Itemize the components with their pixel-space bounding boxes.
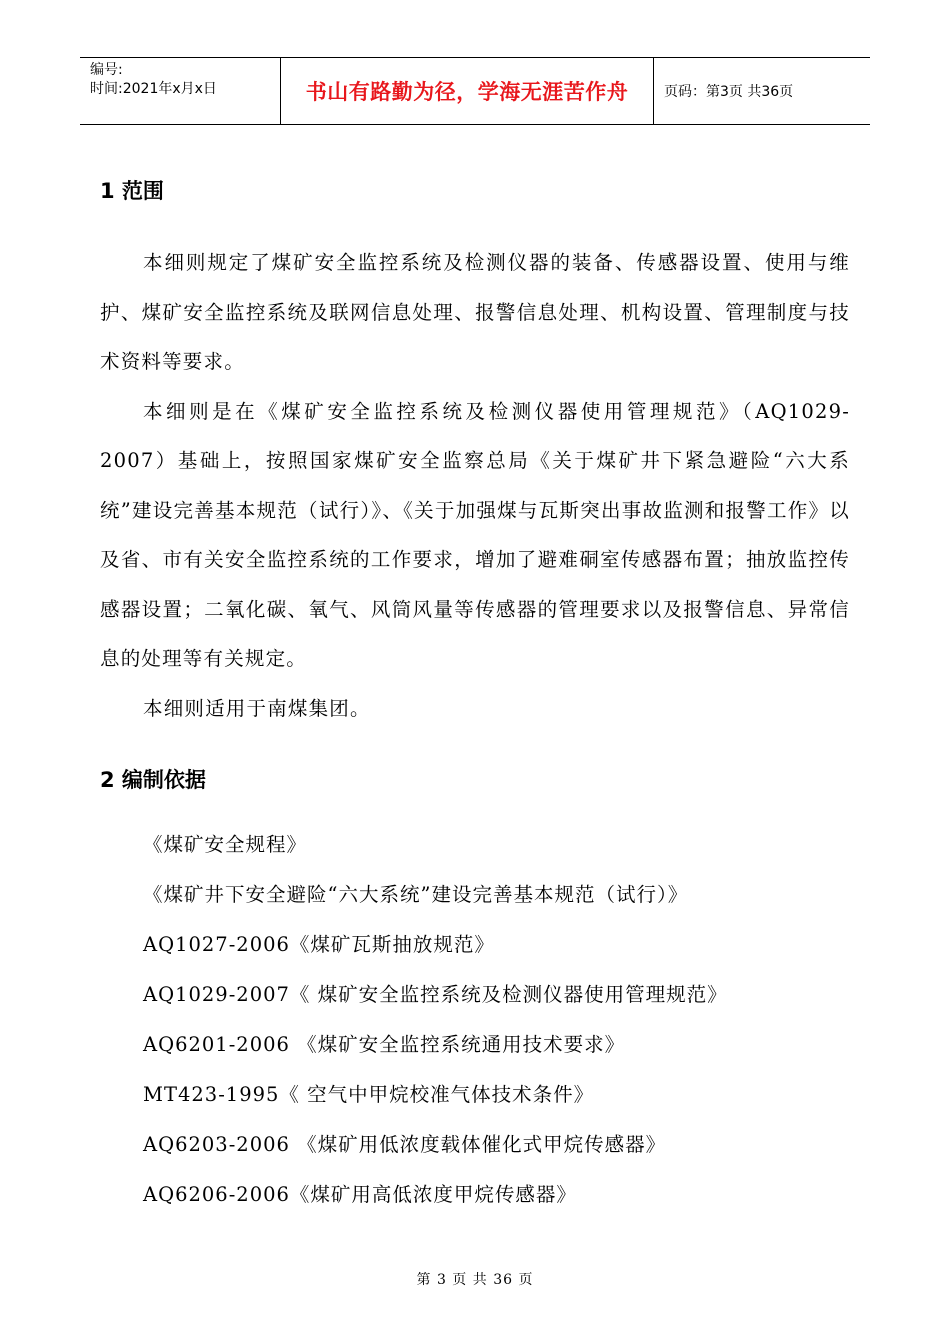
reference-item: AQ1027-2006《煤矿瓦斯抽放规范》 (143, 933, 495, 956)
document-time-label: 时间:2021年x月x日 (90, 81, 217, 97)
paragraph: 本细则适用于南煤集团。 (143, 696, 371, 720)
reference-item: 《煤矿安全规程》 (143, 833, 308, 856)
header-meta (80, 58, 281, 124)
section-title-scope: 1 范围 (100, 179, 164, 203)
header-page-code: 页码：第3页 共36页 (664, 84, 794, 100)
reference-list (100, 820, 850, 1220)
reference-item: 《煤矿井下安全避险“六大系统”建设完善基本规范（试行）》 (143, 883, 689, 906)
page-footer: 第 3 页 共 36 页 (416, 1272, 534, 1288)
reference-item: AQ1029-2007《 煤矿安全监控系统及检测仪器使用管理规范》 (143, 983, 728, 1006)
section-title-basis: 2 编制依据 (100, 768, 206, 792)
paragraph: 本细则规定了煤矿安全监控系统及检测仪器的装备、传感器设置、使用与维护、煤矿安全监控系统及联网信息处理、报警信息处理、机构设置、管理制度与技术资料等要求。 (100, 251, 850, 373)
reference-item: AQ6203-2006 《煤矿用低浓度载体催化式甲烷传感器》 (143, 1133, 667, 1156)
document-body (100, 176, 850, 1220)
header-motto (281, 58, 654, 124)
document-number-label: 编号: (90, 62, 123, 78)
page-header (80, 57, 870, 125)
reference-item: AQ6206-2006《煤矿用高低浓度甲烷传感器》 (143, 1183, 577, 1206)
reference-item: AQ6201-2006 《煤矿安全监控系统通用技术要求》 (143, 1033, 626, 1056)
motto-text: 书山有路勤为径，学海无涯苦作舟 (305, 80, 629, 104)
paragraph: 本细则是在《煤矿安全监控系统及检测仪器使用管理规范》（AQ1029-2007）基础上，按照国家煤矿安全监察总局《关于煤矿井下紧急避险“六大系统”建设完善基本规范（试行）》、《关于加强煤与瓦斯突出事故监测和报警工作》以及省、市有关安全监控系统的工作要求，增加了避难硐室传感器布置；抽放监控传感器设置；二氧化碳、氧气、风筒风量等传感器的管理要求以及报警信息、异常信息的处理等有关规定。 (100, 399, 850, 670)
reference-item: MT423-1995《 空气中甲烷校准气体技术条件》 (143, 1083, 595, 1106)
